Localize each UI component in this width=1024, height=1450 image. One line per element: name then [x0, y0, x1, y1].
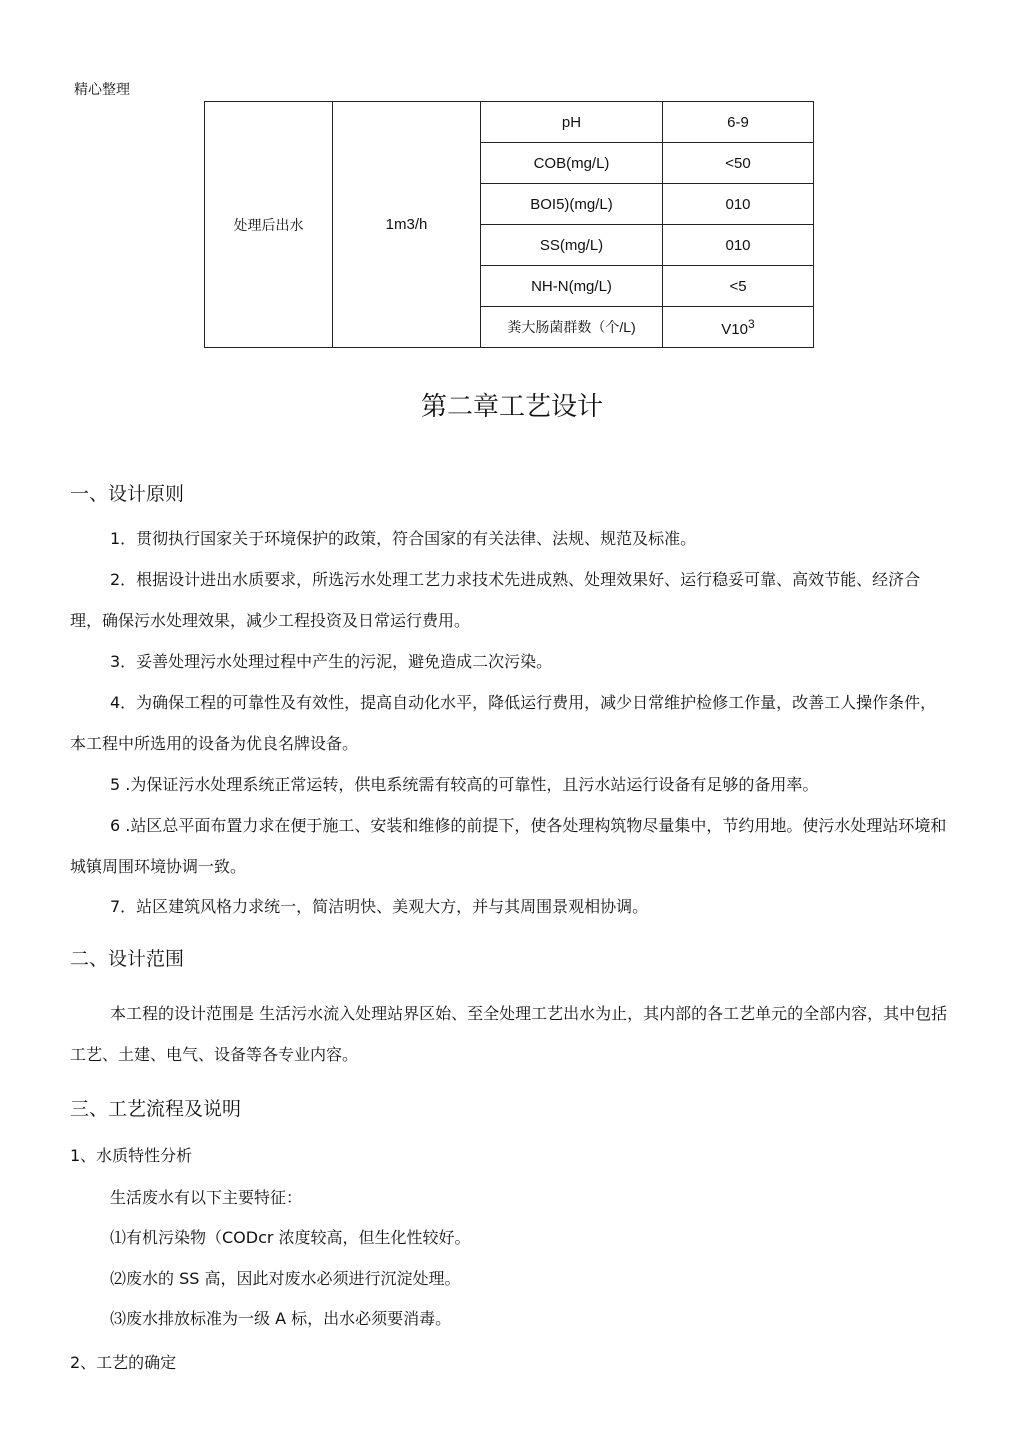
- value-cell: 010: [663, 225, 814, 266]
- param-cell: pH: [481, 102, 663, 143]
- section1-title: 一、设计原则: [70, 483, 185, 505]
- param-cell: 粪大肠菌群数（个/L): [481, 307, 663, 348]
- header-note: 精心整理: [74, 82, 130, 98]
- feature-item: ⑶废水排放标准为一级 A 标，出水必须要消毒。: [110, 1309, 452, 1328]
- section3-title: 三、工艺流程及说明: [70, 1098, 242, 1120]
- principle-text: 6 .站区总平面布置力求在便于施工、安装和维修的前提下，使各处理构筑物尽量集中，节约用地。使污水处理站环境和城镇周围环境协调一致。: [70, 816, 947, 876]
- scope-text: 本工程的设计范围是 生活污水流入处理站界区始、至全处理工艺出水为止，其内部的各工艺单元的全部内容，其中包括工艺、土建、电气、设备等各专业内容。: [70, 1004, 948, 1064]
- principle-text: 1．贯彻执行国家关于环境保护的政策，符合国家的有关法律、法规、规范及标准。: [110, 529, 697, 548]
- principle-text: 3．妥善处理污水处理过程中产生的污泥，避免造成二次污染。: [110, 652, 553, 671]
- value-cell: 010: [663, 184, 814, 225]
- param-cell: NH-N(mg/L): [481, 266, 663, 307]
- effluent-quality-table: [204, 101, 814, 348]
- section2-title: 二、设计范围: [70, 948, 185, 970]
- principle-text: 4．为确保工程的可靠性及有效性，提高自动化水平，降低运行费用，减少日常维护检修工作量，改善工人操作条件，本工程中所选用的设备为优良名牌设备。: [70, 693, 937, 753]
- param-cell: BOI5)(mg/L): [481, 184, 663, 225]
- principle-item: [70, 886, 952, 927]
- principle-text: 2．根据设计进出水质要求，所选污水处理工艺力求技术先进成熟、处理效果好、运行稳妥可靠、高效节能、经济合理，确保污水处理效果，减少工程投资及日常运行费用。: [70, 570, 921, 630]
- value-text: V10: [721, 320, 748, 338]
- principle-item: [70, 764, 952, 805]
- feature-item: ⑴有机污染物（CODcr 浓度较高，但生化性较好。: [110, 1228, 471, 1247]
- value-superscript: 3: [748, 316, 755, 331]
- subsection-title: 1、水质特性分析: [70, 1146, 193, 1165]
- scope-paragraph: [70, 993, 952, 1075]
- subsection-title: 2、工艺的确定: [70, 1353, 177, 1372]
- value-cell: <50: [663, 143, 814, 184]
- table-row: [205, 102, 814, 143]
- value-cell: 6-9: [663, 102, 814, 143]
- principle-text: 5 .为保证污水处理系统正常运转，供电系统需有较高的可靠性，且污水站运行设备有足够的备用率。: [110, 775, 819, 794]
- principle-item: [70, 805, 952, 887]
- features-intro: 生活废水有以下主要特征：: [110, 1188, 303, 1207]
- row-label-cell: 处理后出水: [205, 102, 333, 348]
- principle-item: [70, 641, 952, 682]
- value-cell: <5: [663, 266, 814, 307]
- chapter-title: 第二章工艺设计: [420, 392, 603, 422]
- principle-item: [70, 518, 952, 559]
- principle-item: [70, 682, 952, 764]
- param-cell: COB(mg/L): [481, 143, 663, 184]
- flow-cell: 1m3/h: [333, 102, 481, 348]
- feature-item: ⑵废水的 SS 高，因此对废水必须进行沉淀处理。: [110, 1269, 461, 1288]
- principle-item: [70, 559, 952, 641]
- param-cell: SS(mg/L): [481, 225, 663, 266]
- principle-text: 7．站区建筑风格力求统一，简洁明快、美观大方，并与其周围景观相协调。: [110, 897, 649, 916]
- value-cell: [663, 307, 814, 348]
